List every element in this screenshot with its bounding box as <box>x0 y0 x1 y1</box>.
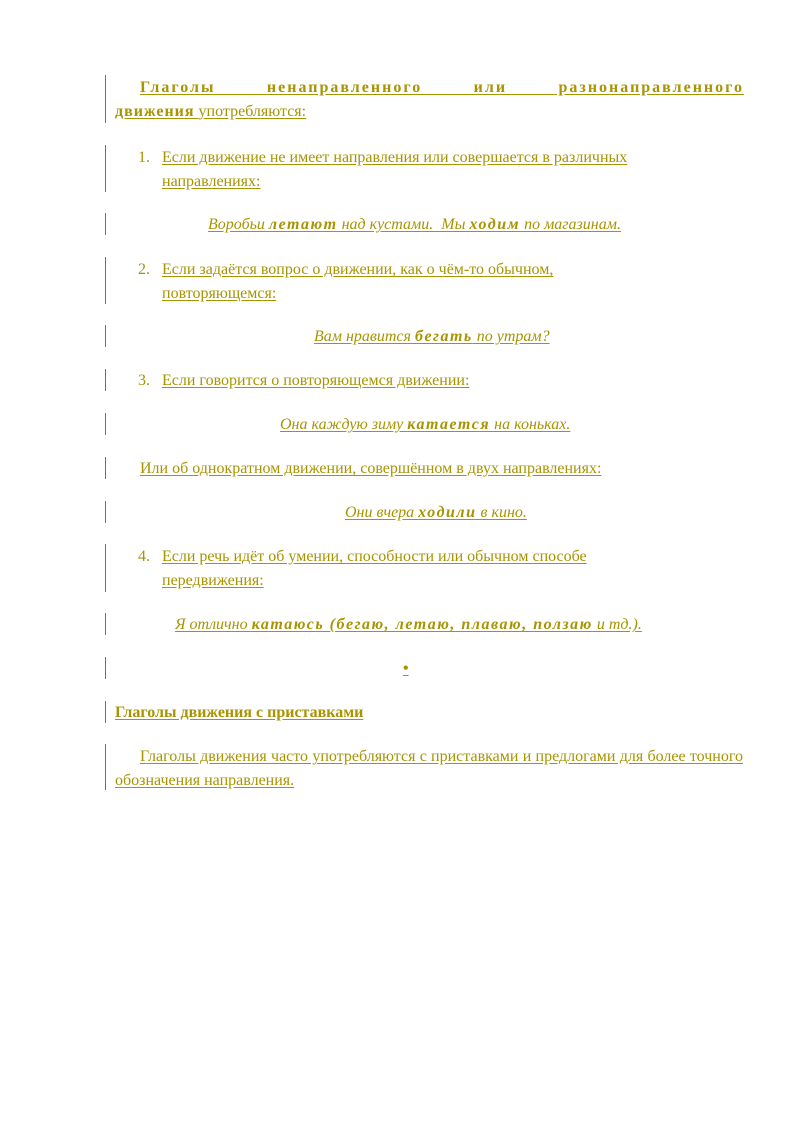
intro-lead-2: движения <box>115 103 195 120</box>
list-item-continuation <box>162 569 264 593</box>
intro-tail: употребляются: <box>198 103 307 120</box>
section-heading-text: Глаголы движения с приставками <box>115 704 364 721</box>
change-bar <box>105 657 106 679</box>
list-text: Если задаётся вопрос о движении, как о чём-то обычном, <box>162 261 554 278</box>
example-text: по магазинам. <box>520 216 621 233</box>
example-text: над кустами. Мы <box>337 216 470 233</box>
list-item <box>138 369 469 393</box>
example-verb: катается <box>407 416 491 433</box>
change-bar <box>105 75 106 123</box>
change-bar <box>105 325 106 347</box>
example-sentence <box>345 501 527 525</box>
list-item <box>138 258 553 282</box>
example-sentence <box>314 325 550 349</box>
example-verb: ходим <box>469 216 521 233</box>
list-item <box>138 146 627 170</box>
bullet-dot: • <box>403 660 409 677</box>
example-sentence <box>175 613 642 637</box>
change-bar <box>105 145 106 192</box>
change-bar <box>105 744 106 790</box>
example-text: Воробьи <box>208 216 269 233</box>
list-item <box>138 545 587 569</box>
change-bar <box>105 413 106 435</box>
example-verb: катаюсь (бегаю, летаю, плаваю, ползаю <box>251 616 593 633</box>
intro-line-1 <box>140 76 744 100</box>
list-item-continuation <box>162 170 260 194</box>
list-text: Если движение не имеет направления или совершается в различных <box>162 149 628 166</box>
example-sentence <box>208 213 621 237</box>
section-body-text: Глаголы движения часто употребляются с приставками и предлогами для более точного обозначения направления. <box>115 748 743 789</box>
example-text: и тд.). <box>592 616 642 633</box>
once-text: Или об однократном движении, совершённом в двух направлениях: <box>140 460 602 477</box>
example-text: по утрам? <box>472 328 550 345</box>
change-bar <box>105 369 106 391</box>
example-verb: ходили <box>418 504 477 521</box>
example-text: Она каждую зиму <box>280 416 408 433</box>
section-body <box>115 745 743 793</box>
change-bar <box>105 613 106 635</box>
change-bar <box>105 213 106 235</box>
change-bar <box>105 257 106 304</box>
list-number: 4. <box>138 548 150 565</box>
example-text: на коньках. <box>490 416 571 433</box>
list-item-continuation <box>162 282 276 306</box>
list-text: Если говорится о повторяющемся движении: <box>162 372 470 389</box>
list-text: направлениях: <box>162 173 261 190</box>
section-heading <box>115 701 363 725</box>
list-number: 2. <box>138 261 150 278</box>
example-sentence <box>280 413 570 437</box>
intro-lead: Глаголы ненаправленного или разнонаправленного <box>140 79 744 96</box>
example-verb: летают <box>268 216 338 233</box>
example-text: Я отлично <box>175 616 252 633</box>
list-text: передвижения: <box>162 572 264 589</box>
change-bar <box>105 457 106 479</box>
intro-line-2 <box>115 100 306 124</box>
list-number: 1. <box>138 149 150 166</box>
example-text: Вам нравится <box>314 328 415 345</box>
change-bar <box>105 501 106 523</box>
bullet-marker <box>403 657 427 681</box>
once-paragraph <box>140 457 601 481</box>
change-bar <box>105 544 106 592</box>
list-text: Если речь идёт об умении, способности или обычном способе <box>162 548 587 565</box>
example-verb: бегать <box>414 328 473 345</box>
change-bar <box>105 701 106 723</box>
list-number: 3. <box>138 372 150 389</box>
example-text: в кино. <box>476 504 527 521</box>
example-text: Они вчера <box>345 504 419 521</box>
list-text: повторяющемся: <box>162 285 277 302</box>
